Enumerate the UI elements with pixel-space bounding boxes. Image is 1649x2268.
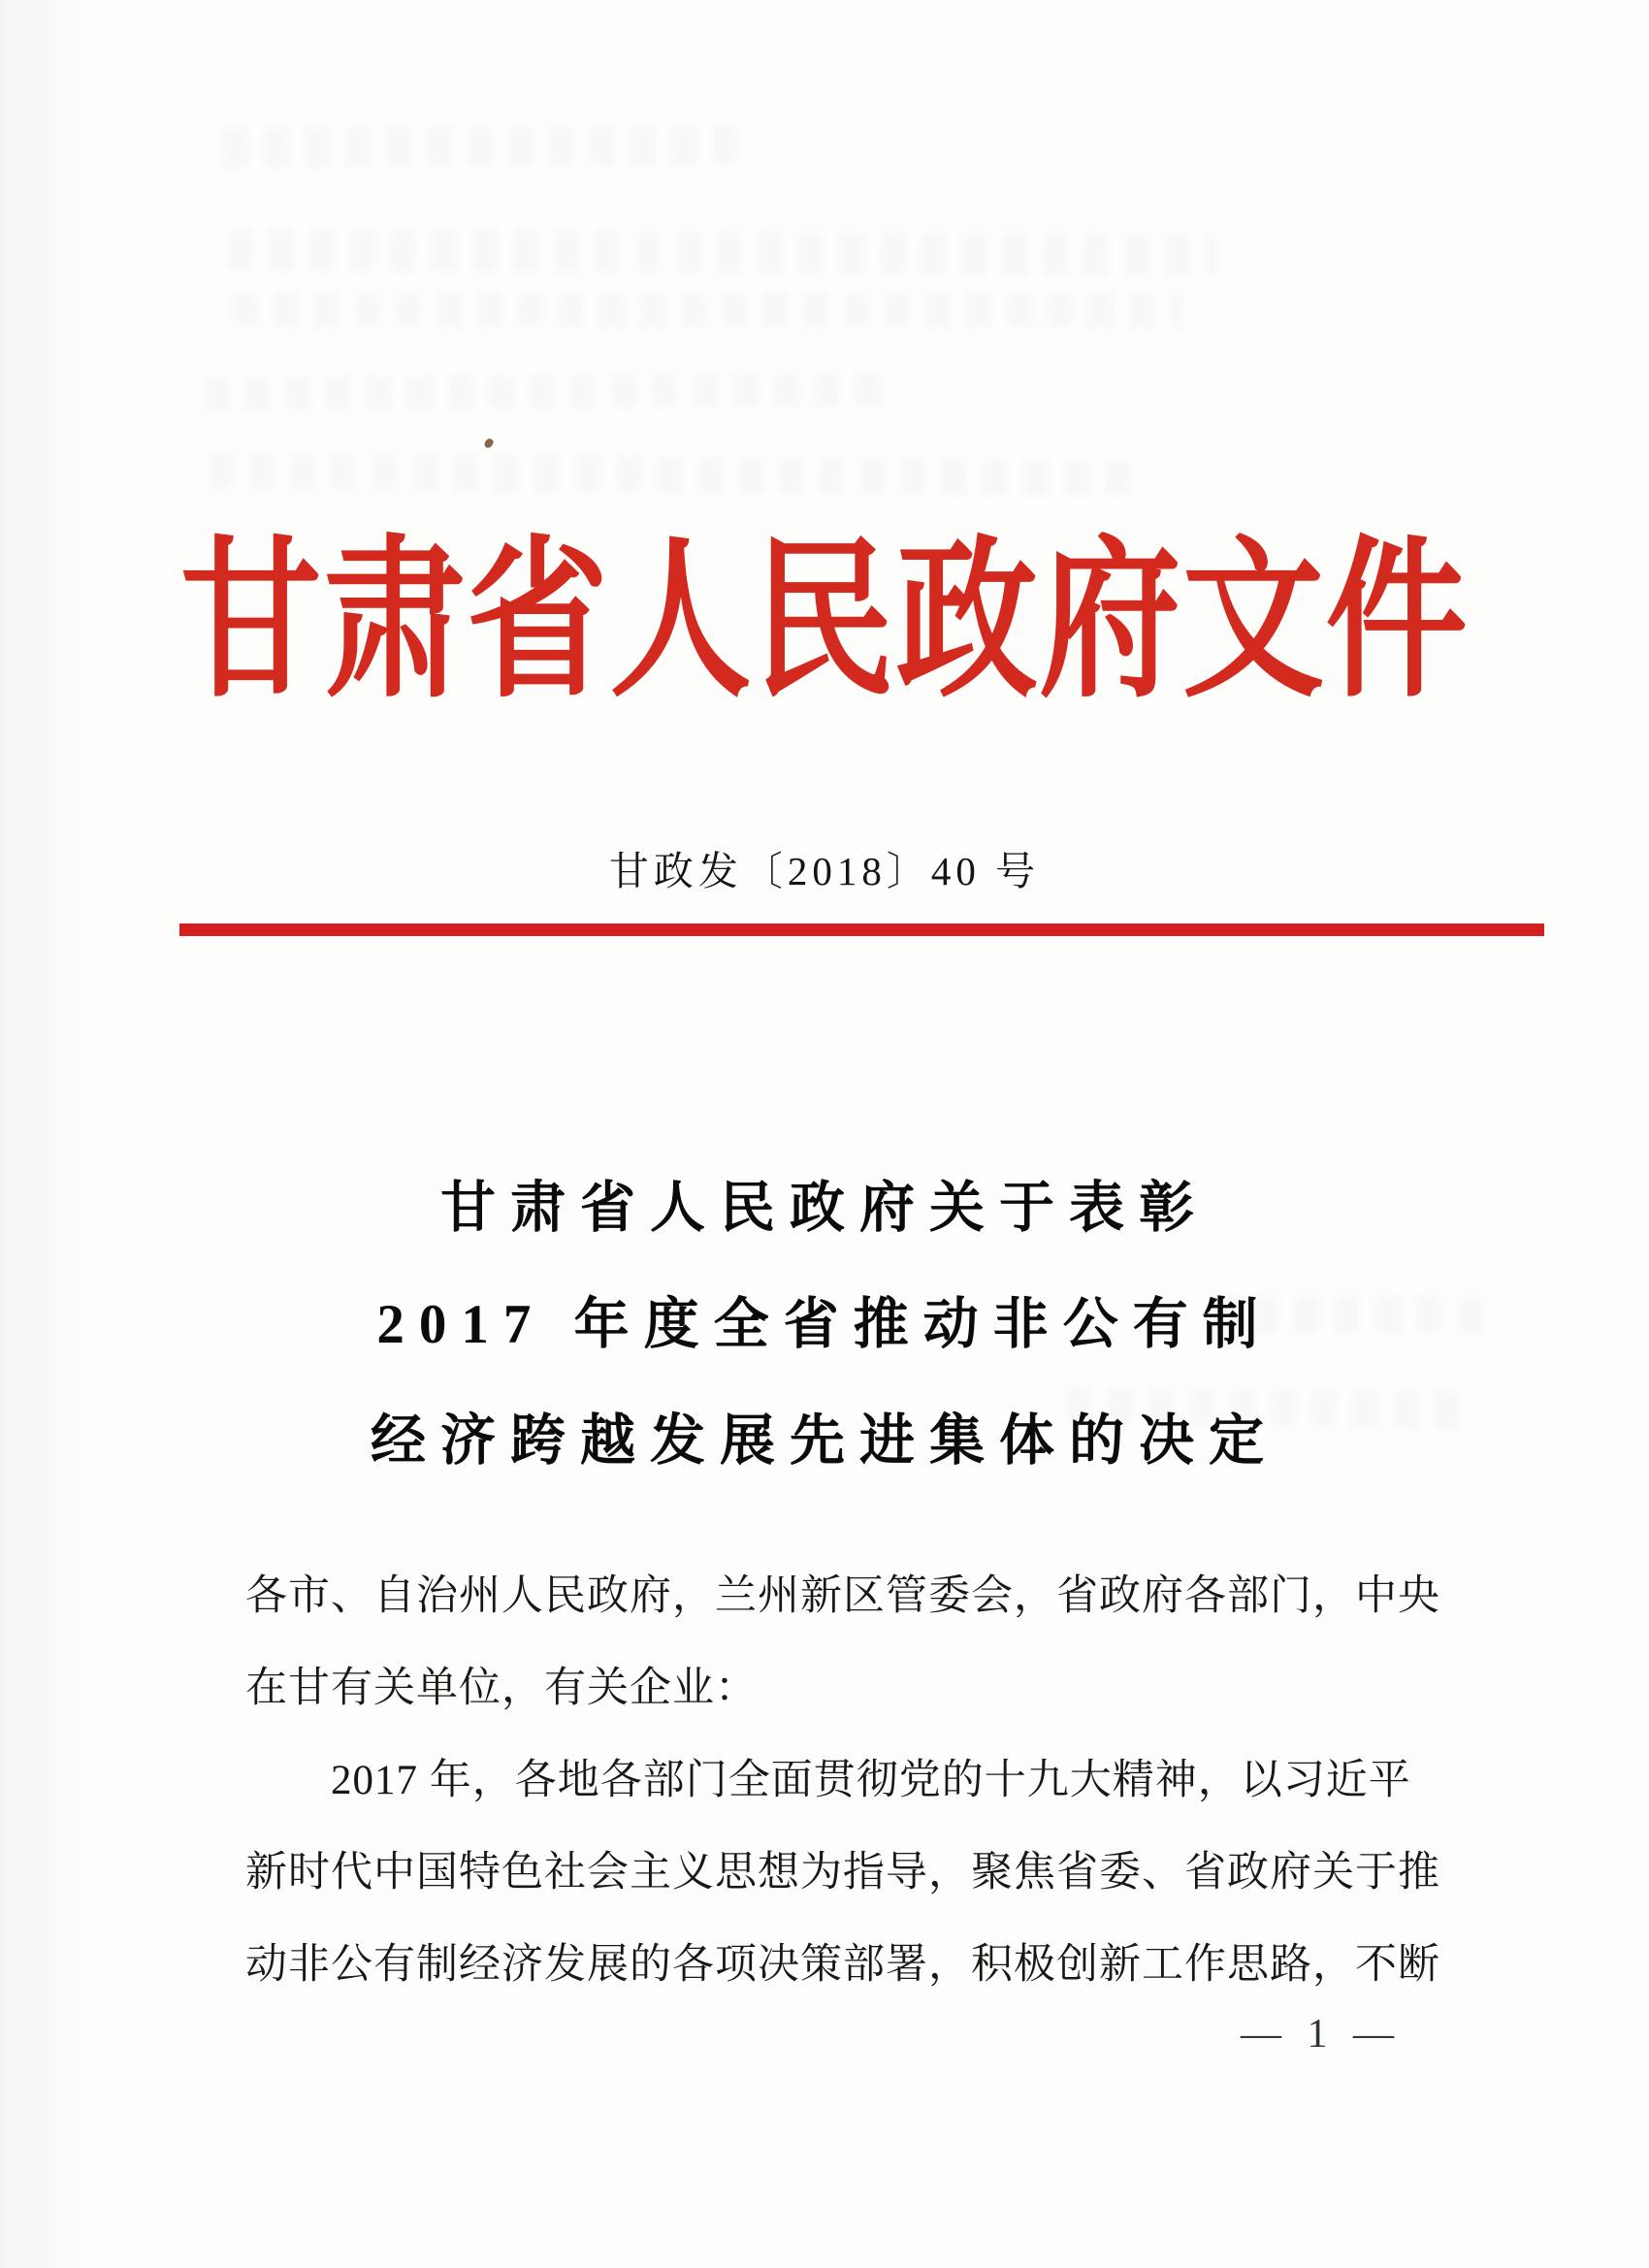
letterhead-title: 甘肃省人民政府文件 <box>179 526 1470 718</box>
scan-speck-artifact <box>483 437 495 450</box>
document-title <box>0 1150 1649 1500</box>
bleed-through-artifact <box>223 124 747 169</box>
bleed-through-artifact <box>228 228 1217 275</box>
document-title-line-2: 2017 年度全省推动非公有制 <box>376 1294 1273 1355</box>
document-title-line-3: 经济跨越发展先进集体的决定 <box>371 1410 1278 1472</box>
document-title-line-1: 甘肃省人民政府关于表彰 <box>440 1178 1209 1239</box>
red-separator-rule <box>179 923 1544 936</box>
body-text <box>245 1550 1440 2011</box>
paragraph-line: 动非公有制经济发展的各项决策部署，积极创新工作思路，不断 <box>245 1942 1440 1988</box>
salutation-line: 在甘有关单位，有关企业： <box>245 1666 758 1711</box>
bleed-through-artifact <box>233 293 1183 328</box>
bleed-through-artifact <box>204 372 883 412</box>
salutation-line: 各市、自治州人民政府，兰州新区管委会，省政府各部门，中央 <box>245 1573 1440 1619</box>
paragraph-line: 2017 年，各地各部门全面贯彻党的十九大精神，以习近平 <box>331 1758 1411 1803</box>
document-number: 甘政发〔2018〕40 号 <box>608 849 1041 893</box>
paragraph-line: 新时代中国特色社会主义思想为指导，聚焦省委、省政府关于推 <box>245 1850 1440 1895</box>
scan-edge-shading <box>0 0 107 2268</box>
bleed-through-artifact <box>209 453 1140 497</box>
page-number: — 1 — <box>1241 2012 1402 2057</box>
